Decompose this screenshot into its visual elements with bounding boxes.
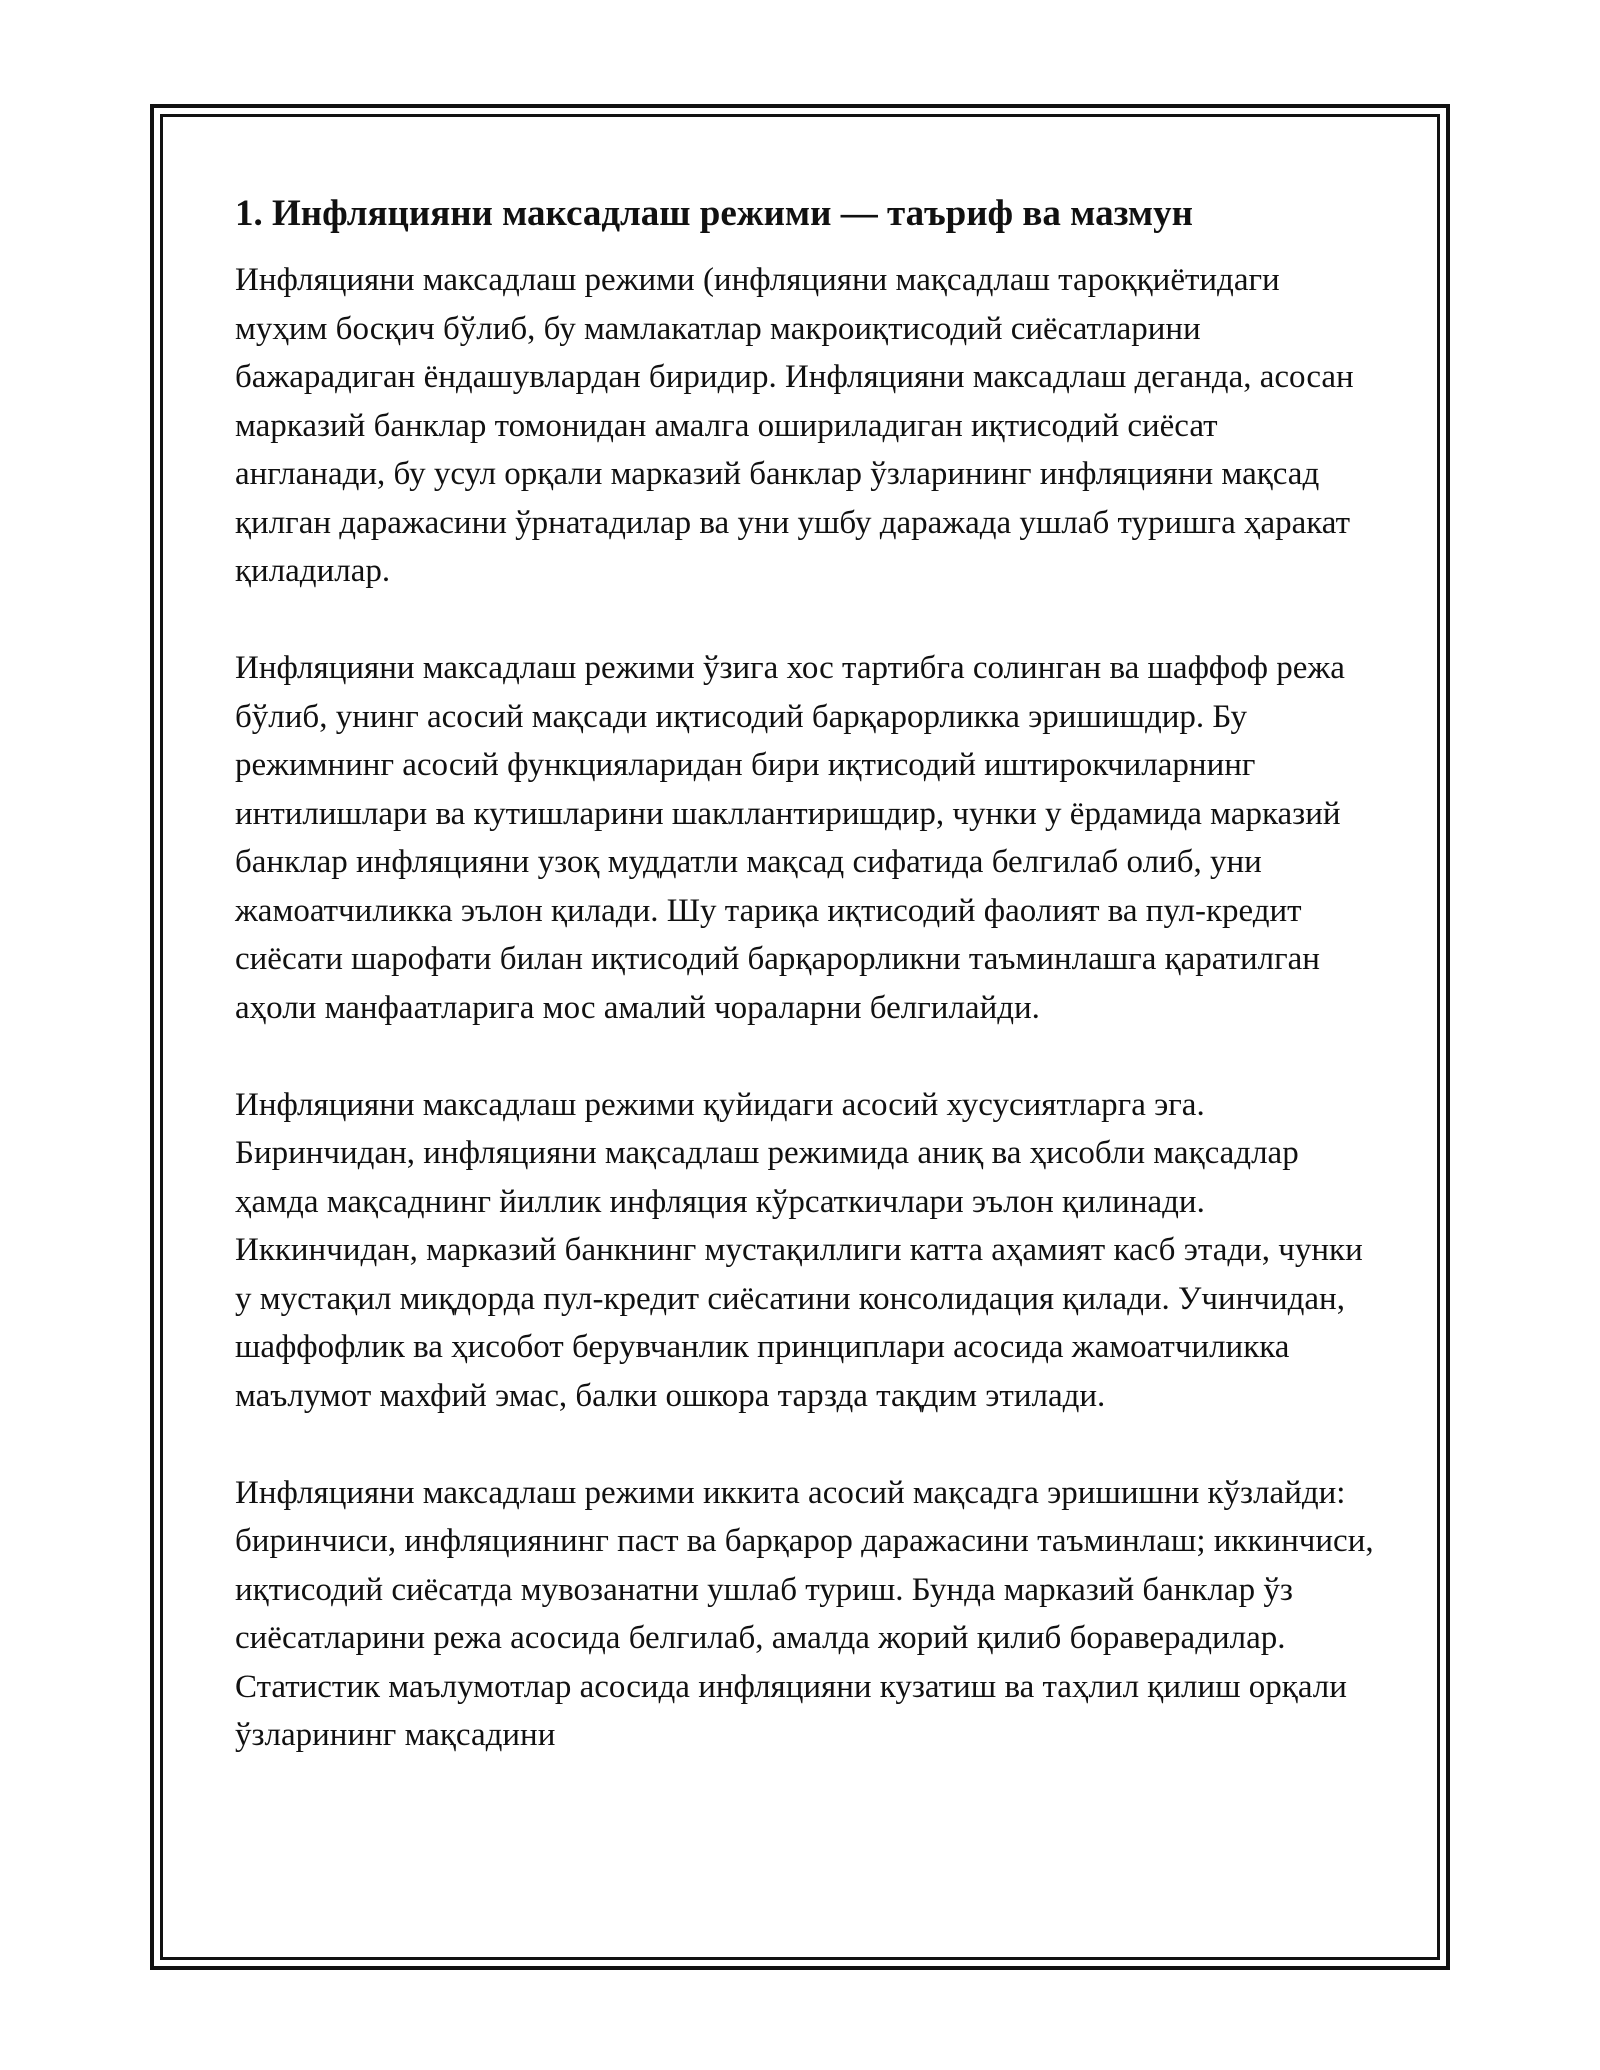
- paragraph: Инфляцияни максадлаш режими ўзига хос тартибга солинган ва шаффоф режа бўлиб, унинг асосий мақсади иқтисодий барқарорликка эришишдир. Бу режимнинг асосий функцияларидан бири иқтисодий иштирокчиларнинг интилишлари ва кутишларини шакллантиришдир, чунки у ёрдамида марказий банклар инфляцияни узоқ муддатли мақсад сифатида белгилаб олиб, уни жамоатчиликка эълон қилади. Шу тариқа иқтисодий фаолият ва пул-кредит сиёсати шарофати билан иқтисодий барқарорликни таъминлашга қаратилган аҳоли манфаатларига мос амалий чораларни белгилайди.: [235, 650, 1345, 1026]
- paragraph: Инфляцияни максадлаш режими қуйидаги асосий хусусиятларга эга. Биринчидан, инфляцияни мақсадлаш режимида аниқ ва ҳисобли мақсадлар ҳамда мақсаднинг йиллик инфляция кўрсаткичлари эълон қилинади. Иккинчидан, марказий банкнинг мустақиллиги катта аҳамият касб этади, чунки у мустақил миқдорда пул-кредит сиёсатини консолидация қилади. Учинчидан, шаффофлик ва ҳисобот берувчанлик принциплари асосида жамоатчиликка маълумот махфий эмас, балки ошкора тарзда тақдим этилади.: [235, 1086, 1363, 1414]
- document-body: [235, 190, 1375, 1760]
- paragraph: Инфляцияни максадлаш режими (инфляцияни мақсадлаш тароққиётидаги муҳим босқич бўлиб, бу мамлакатлар макроиқтисодий сиёсатларини бажарадиган ёндашувлардан биридир. Инфляцияни максадлаш деганда, асосан марказий банклар томонидан амалга ошириладиган иқтисодий сиёсат англанади, бу усул орқали марказий банклар ўзларининг инфляцияни мақсад қилган даражасини ўрнатадилар ва уни ушбу даражада ушлаб туришга ҳаракат қиладилар.: [235, 262, 1354, 589]
- section-heading: 1. Инфляцияни максадлаш режими — таъриф ва мазмун: [235, 193, 1193, 234]
- paragraph: Инфляцияни максадлаш режими иккита асосий мақсадга эришишни кўзлайди: биринчиси, инфляциянинг паст ва барқарор даражасини таъминлаш; иккинчиси, иқтисодий сиёсатда мувозанатни ушлаб туриш. Бунда марказий банклар ўз сиёсатларини режа асосида белгилаб, амалда жорий қилиб бораверадилар. Статистик маълумотлар асосида инфляцияни кузатиш ва таҳлил қилиш орқали ўзларининг мақсадини: [235, 1474, 1374, 1753]
